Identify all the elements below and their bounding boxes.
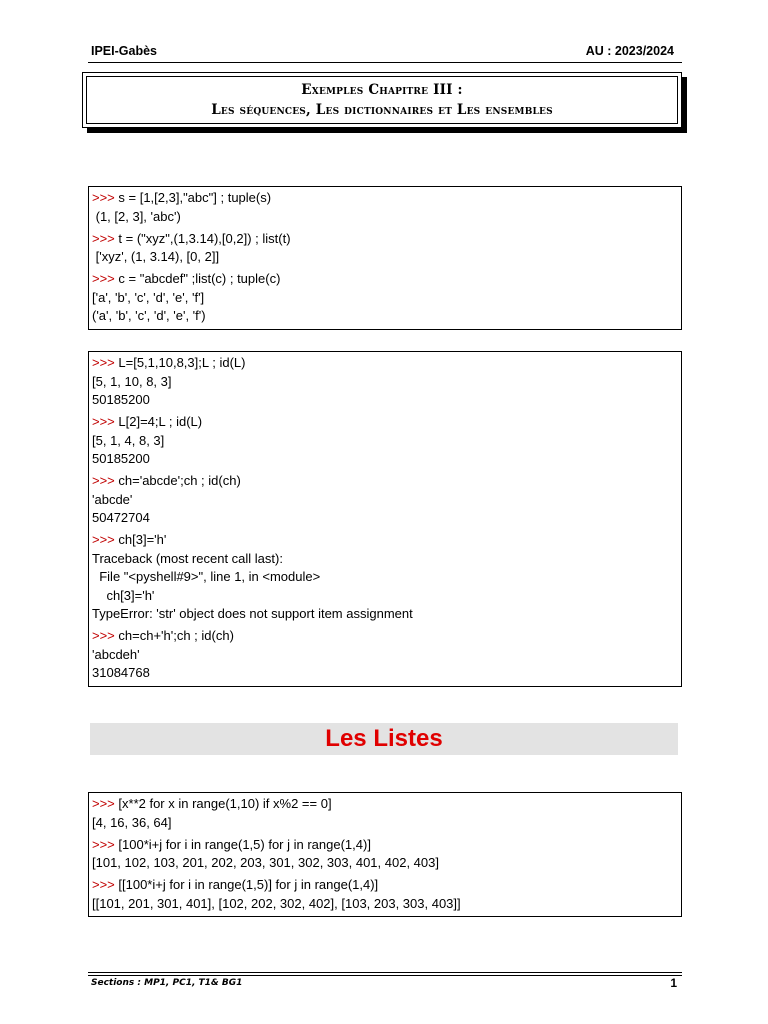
output-line: [4, 16, 36, 64] [92,814,172,830]
code-box-sequences [88,186,682,330]
header-rule [88,62,682,63]
header-school: IPEI-Gabès [91,44,157,58]
command-text: ch='abcde';ch ; id(ch) [114,473,241,488]
command-text: ch=ch+'h';ch ; id(ch) [114,628,234,643]
title-inner-frame [86,76,678,124]
output-line: ch[3]='h' [92,587,155,603]
output-line: 50472704 [92,510,150,525]
output-line: [[101, 201, 301, 401], [102, 202, 302, 402], [103, 203, 303, 403]] [92,895,461,911]
output-line: [5, 1, 4, 8, 3] [92,432,165,448]
section-heading-bar [90,723,678,755]
code-box-lists [88,792,682,917]
prompt-marker: >>> [92,414,115,429]
prompt-marker: >>> [92,230,115,246]
command-text: t = ("xyz",(1,3.14),[0,2]) ; list(t) [114,230,291,246]
page-number: 1 [670,976,677,990]
prompt-marker: >>> [92,877,115,892]
output-line: 50185200 [92,451,150,466]
output-line: ['a', 'b', 'c', 'd', 'e', 'f'] [92,289,205,305]
prompt-marker: >>> [92,796,115,811]
output-line: 50185200 [92,392,150,407]
output-line: 'abcde' [92,491,133,507]
footer-rule-2 [88,975,682,976]
command-line [92,627,677,646]
output-line: 31084768 [92,665,150,680]
command-text: c = "abcdef" ;list(c) ; tuple(c) [114,271,281,286]
command-line [92,836,677,855]
command-line [92,531,677,550]
command-text: L[2]=4;L ; id(L) [114,414,203,429]
footer-sections: Sections : MP1, PC1, T1& BG1 [91,978,243,988]
command-text: L=[5,1,10,8,3];L ; id(L) [114,355,246,370]
output-line: [5, 1, 10, 8, 3] [92,373,172,389]
prompt-marker: >>> [92,473,115,488]
prompt-marker: >>> [92,628,115,643]
command-text: [[100*i+j for i in range(1,5)] for j in range(1,4)] [114,877,379,892]
command-text: ch[3]='h' [114,532,167,547]
prompt-marker: >>> [92,355,115,370]
code-box-mutability [88,351,682,687]
command-line [92,876,677,895]
command-line [92,230,677,249]
prompt-marker: >>> [92,271,115,286]
prompt-marker: >>> [92,532,115,547]
output-line: (1, [2, 3], 'abc') [92,208,181,224]
command-line [92,354,677,373]
command-text: [100*i+j for i in range(1,5) for j in range(1,4)] [114,836,371,852]
command-line [92,189,677,208]
prompt-marker: >>> [92,836,115,852]
command-text: s = [1,[2,3],"abc"] ; tuple(s) [114,190,272,205]
output-line: TypeError: 'str' object does not support item assignment [92,606,413,621]
output-line: [101, 102, 103, 201, 202, 203, 301, 302, 303, 401, 402, 403] [92,855,439,870]
output-line: File "<pyshell#9>", line 1, in <module> [92,569,321,584]
command-line [92,472,677,491]
footer-rule [88,972,682,973]
output-line: ('a', 'b', 'c', 'd', 'e', 'f') [92,308,206,323]
command-line [92,413,677,432]
title-box [82,72,682,128]
prompt-marker: >>> [92,190,115,205]
command-line [92,795,677,814]
title-line-2: Les séquences, Les dictionnaires et Les ensembles [211,102,553,118]
title-line-1: Exemples Chapitre III : [301,82,463,98]
output-line: 'abcdeh' [92,646,140,662]
output-line: Traceback (most recent call last): [92,550,283,566]
output-line: ['xyz', (1, 3.14), [0, 2]] [92,249,220,264]
command-line [92,270,677,289]
header-year: AU : 2023/2024 [585,44,674,58]
command-text: [x**2 for x in range(1,10) if x%2 == 0] [114,796,332,811]
section-title: Les Listes [325,725,443,752]
